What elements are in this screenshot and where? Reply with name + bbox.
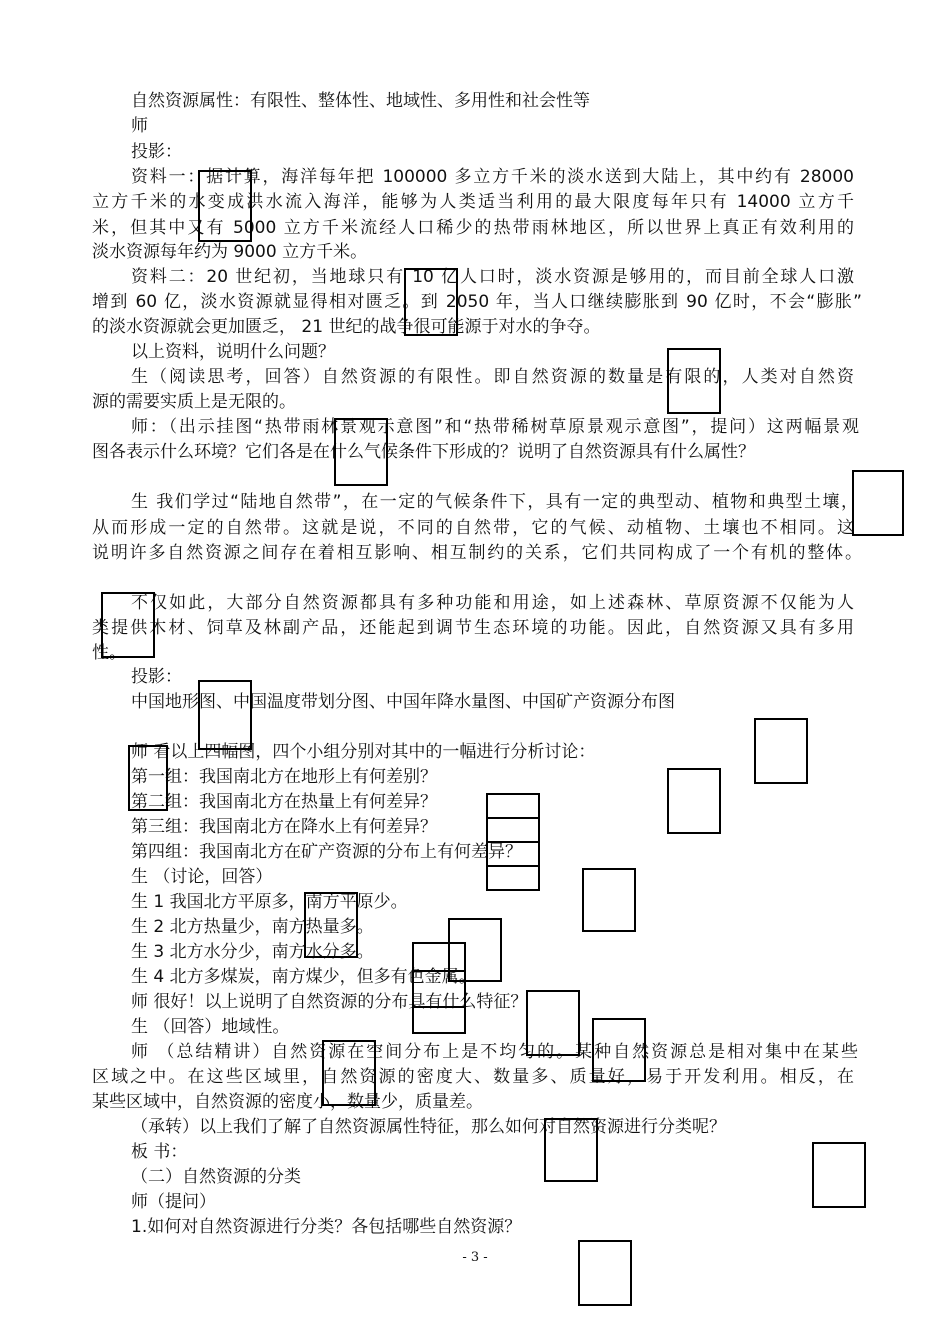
text-line: 1.如何对自然资源进行分类？各包括哪些自然资源？ xyxy=(131,1217,522,1237)
text-line: 某些区域中，自然资源的密度小，数量少，质量差。 xyxy=(92,1092,483,1112)
empty-box xyxy=(128,745,168,811)
text-line: 米，但其中又有 5000 立方千米流经人口稀少的热带雨林地区，所以世界上真正有效利用的 xyxy=(92,218,854,238)
page-number: - 3 - xyxy=(462,1250,488,1265)
empty-box xyxy=(486,865,540,891)
empty-box xyxy=(486,841,540,867)
empty-box xyxy=(101,592,155,658)
empty-box xyxy=(404,268,458,336)
text-line: 板 书： xyxy=(131,1142,188,1162)
text-line: 生 我们学过“陆地自然带”，在一定的气候条件下，具有一定的典型动、植物和典型土壤， xyxy=(131,492,858,512)
text-line: 师（提问） xyxy=(131,1192,216,1212)
empty-box xyxy=(754,718,808,784)
text-line: 第三组：我国南北方在降水上有何差异？ xyxy=(131,817,437,837)
empty-box xyxy=(852,470,904,536)
empty-box xyxy=(544,1118,598,1182)
text-line: 淡水资源每年约为 9000 立方千米。 xyxy=(92,242,368,262)
text-line: 资料一：据计算，海洋每年把 100000 多立方千米的淡水送到大陆上，其中约有 28000 xyxy=(131,167,854,187)
text-line: 投影： xyxy=(131,142,182,162)
text-line: 生 （回答）地域性。 xyxy=(131,1017,290,1037)
text-line: 自然资源属性：有限性、整体性、地域性、多用性和社会性等 xyxy=(131,91,590,111)
text-line: 生 （讨论，回答） xyxy=(131,867,273,887)
empty-box xyxy=(667,348,721,414)
text-line: 师：（出示挂图“热带雨林景观示意图”和“热带稀树草原景观示意图”，提问）这两幅景观 xyxy=(131,417,859,437)
empty-box xyxy=(486,793,540,819)
text-line: 师 （总结精讲）自然资源在空间分布上是不均匀的。某种自然资源总是相对集中在某些 xyxy=(131,1042,858,1062)
text-line: 性。 xyxy=(92,643,126,663)
text-line: 第四组：我国南北方在矿产资源的分布上有何差异？ xyxy=(131,842,522,862)
empty-box xyxy=(526,990,580,1056)
text-line: （二）自然资源的分类 xyxy=(131,1167,301,1187)
empty-box xyxy=(486,817,540,843)
text-line: 图各表示什么环境？它们各是在什么气候条件下形成的？说明了自然资源具有什么属性？ xyxy=(92,442,755,462)
text-line: 第一组：我国南北方在地形上有何差别？ xyxy=(131,767,437,787)
empty-box xyxy=(412,970,466,1034)
text-line: 的淡水资源就会更加匮乏， 21 世纪的战争很可能源于对水的争夺。 xyxy=(92,317,601,337)
text-line: 生 1 我国北方平原多，南方平原少。 xyxy=(131,892,408,912)
text-line: 师 xyxy=(131,116,148,136)
empty-box xyxy=(322,1040,376,1106)
empty-box xyxy=(592,1018,646,1082)
empty-box xyxy=(304,892,358,958)
text-line: 师 很好！以上说明了自然资源的分布具有什么特征？ xyxy=(131,992,528,1012)
text-line: 源的需要实质上是无限的。 xyxy=(92,392,296,412)
empty-box xyxy=(198,680,252,750)
empty-box xyxy=(667,768,721,834)
text-line: 生 2 北方热量少，南方热量多。 xyxy=(131,917,374,937)
empty-box xyxy=(582,868,636,932)
text-line: 师 看以上四幅图，四个小组分别对其中的一幅进行分析讨论： xyxy=(131,742,596,762)
text-line: 区域之中。在这些区域里，自然资源的密度大、数量多、质量好，易于开发利用。相反，在 xyxy=(92,1067,854,1087)
empty-box xyxy=(578,1240,632,1306)
text-line: （承转）以上我们了解了自然资源属性特征，那么如何对自然资源进行分类呢？ xyxy=(131,1117,726,1137)
text-line: 类提供木材、饲草及林副产品，还能起到调节生态环境的功能。因此，自然资源又具有多用 xyxy=(92,618,854,638)
text-line: 以上资料，说明什么问题？ xyxy=(131,342,335,362)
empty-box xyxy=(334,418,388,486)
text-line: 生 4 北方多煤炭，南方煤少，但多有色金属。 xyxy=(131,967,476,987)
text-line: 立方千米的水变成洪水流入海洋，能够为人类适当利用的最大限度每年只有 14000 立方千 xyxy=(92,192,854,212)
text-line: 投影： xyxy=(131,667,182,687)
text-line: 资料二：20 世纪初，当地球只有 10 亿人口时，淡水资源是够用的，而目前全球人口激 xyxy=(131,267,854,287)
text-line: 中国地形图、中国温度带划分图、中国年降水量图、中国矿产资源分布图 xyxy=(131,692,675,712)
text-line: 说明许多自然资源之间存在着相互影响、相互制约的关系，它们共同构成了一个有机的整体。 xyxy=(92,543,862,563)
empty-box xyxy=(812,1142,866,1208)
text-line: 生 3 北方水分少，南方水分多。 xyxy=(131,942,374,962)
text-line: 增到 60 亿，淡水资源就显得相对匮乏。到 2050 年，当人口继续膨胀到 90 亿时，不会“膨胀” xyxy=(92,292,862,312)
text-line: 从而形成一定的自然带。这就是说，不同的自然带，它的气候、动植物、土壤也不相同。这 xyxy=(92,518,854,538)
text-line: 生（阅读思考，回答）自然资源的有限性。即自然资源的数量是有限的，人类对自然资 xyxy=(131,367,854,387)
text-line: 不仅如此，大部分自然资源都具有多种功能和用途，如上述森林、草原资源不仅能为人 xyxy=(131,593,854,613)
text-line: 第二组：我国南北方在热量上有何差异？ xyxy=(131,792,437,812)
empty-box xyxy=(198,170,252,242)
